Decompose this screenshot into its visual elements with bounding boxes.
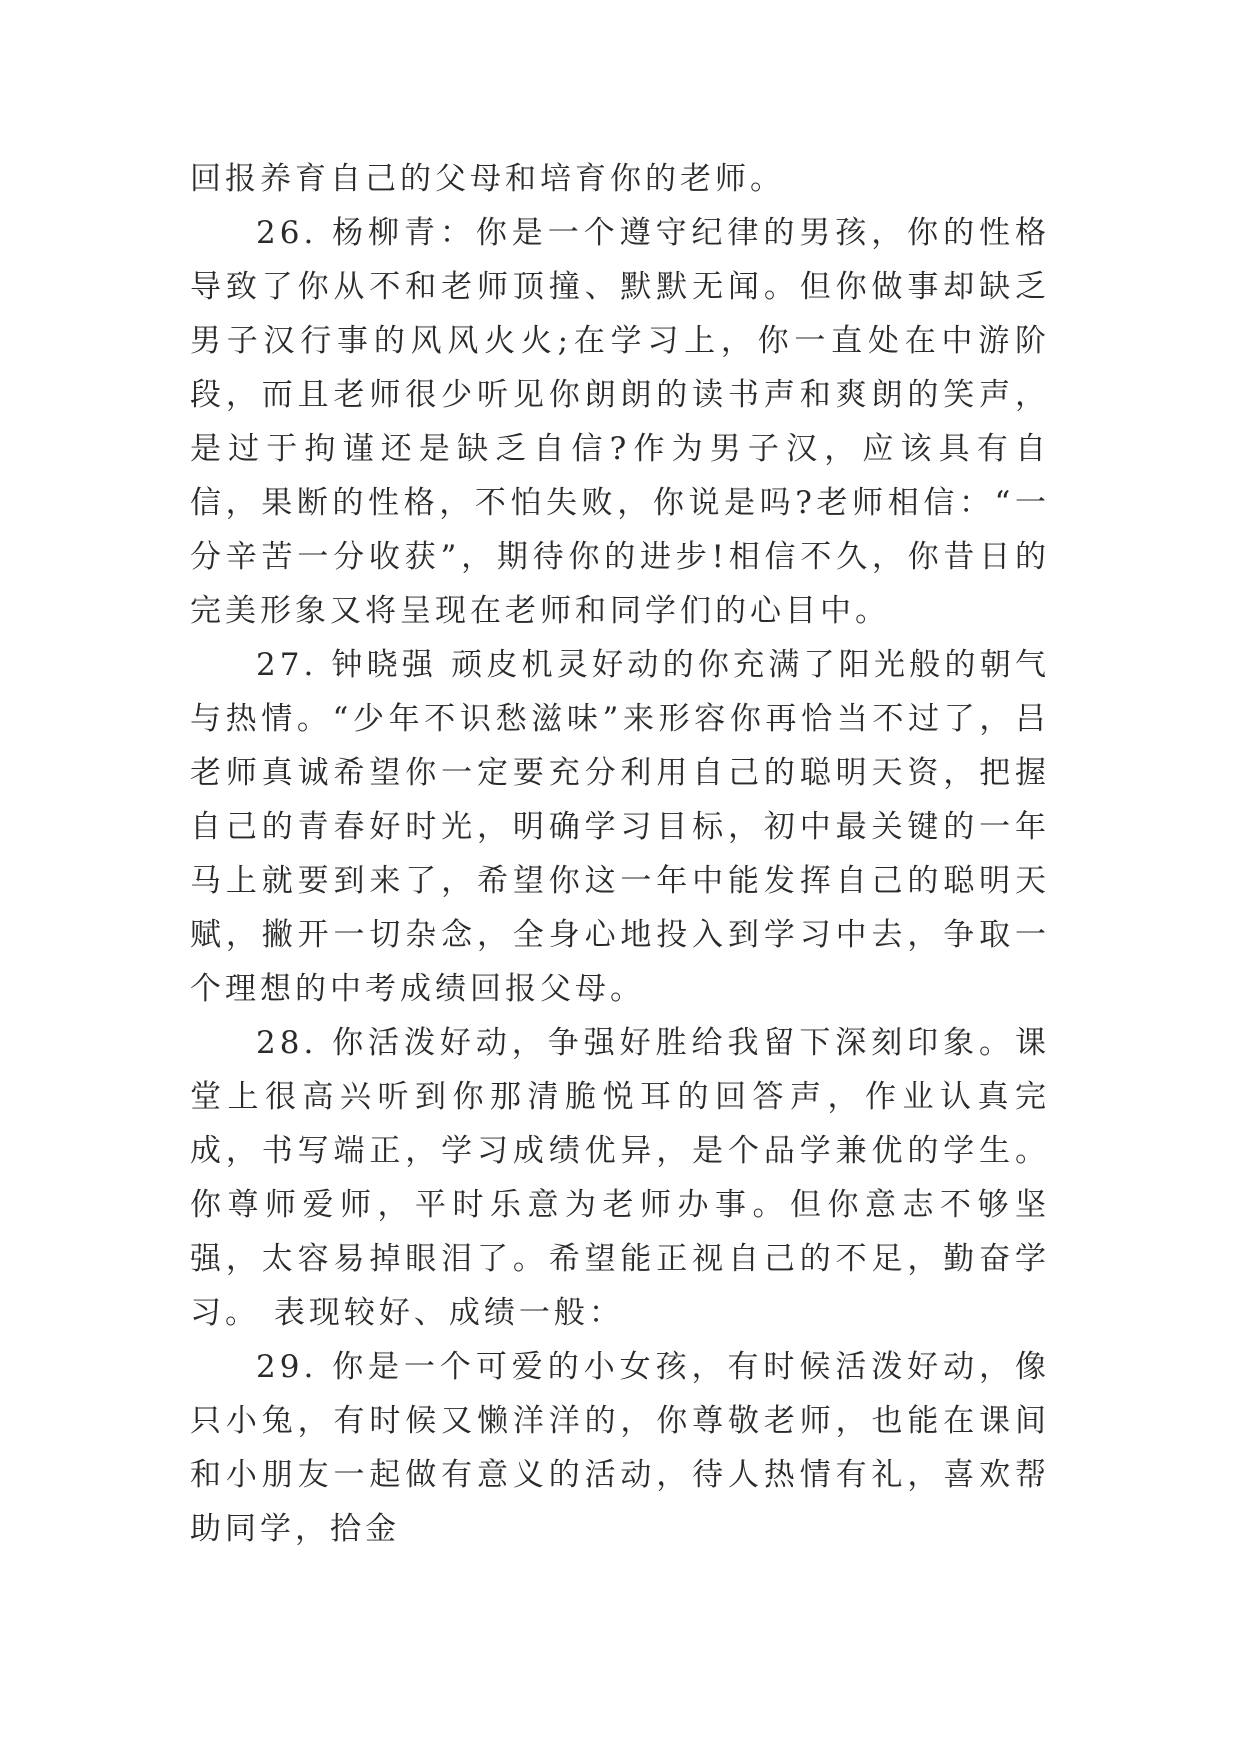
paragraph-comment-29: 29. 你是一个可爱的小女孩，有时候活泼好动，像只小兔，有时候又懒洋洋的，你尊敬老师，也能在课间和小朋友一起做有意义的活动，待人热情有礼，喜欢帮助同学，拾金 [190,1349,1050,1547]
paragraph-comment-26: 26. 杨柳青：你是一个遵守纪律的男孩，你的性格导致了你从不和老师顶撞、默默无闻。但你做事却缺乏男子汉行事的风风火火;在学习上，你一直处在中游阶段，而且老师很少听见你朗朗的读书声和爽朗的笑声，是过于拘谨还是缺乏自信?作为男子汉，应该具有自信，果断的性格，不怕失败，你说是吗?老师相信：“一分辛苦一分收获”，期待你的进步!相信不久，你昔日的完美形象又将呈现在老师和同学们的心目中。 [190,215,1050,629]
paragraph-comment-27: 27. 钟晓强 顽皮机灵好动的你充满了阳光般的朝气与热情。“少年不识愁滋味”来形容你再恰当不过了，吕老师真诚希望你一定要充分利用自己的聪明天资，把握自己的青春好时光，明确学习目标，初中最关键的一年马上就要到来了，希望你这一年中能发挥自己的聪明天赋，撇开一切杂念，全身心地投入到学习中去，争取一个理想的中考成绩回报父母。 [190,647,1050,1007]
paragraph-continuation: 回报养育自己的父母和培育你的老师。 [190,161,785,197]
document-body [190,152,1050,1556]
paragraph-comment-28: 28. 你活泼好动，争强好胜给我留下深刻印象。课堂上很高兴听到你那清脆悦耳的回答声，作业认真完成，书写端正，学习成绩优异，是个品学兼优的学生。你尊师爱师，平时乐意为老师办事。但你意志不够坚强，太容易掉眼泪了。希望能正视自己的不足，勤奋学习。 表现较好、成绩一般： [190,1025,1050,1331]
